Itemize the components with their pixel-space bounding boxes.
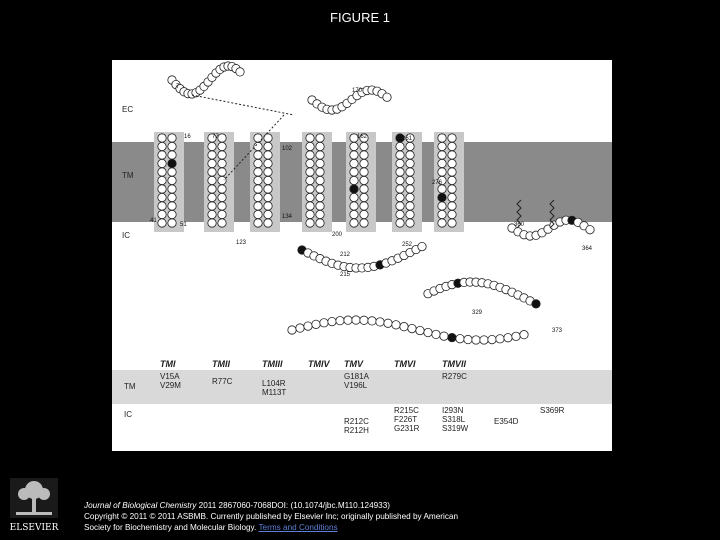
residue-bead xyxy=(448,219,456,227)
residue-bead xyxy=(438,159,446,167)
residue-bead xyxy=(168,159,176,167)
residue-bead xyxy=(418,242,426,250)
residue-bead xyxy=(158,168,166,176)
cell-tm-3: L104R M113T xyxy=(262,379,287,397)
residue-bead xyxy=(350,168,358,176)
residue-bead xyxy=(168,210,176,218)
residue-bead xyxy=(218,168,226,176)
residue-bead xyxy=(304,322,312,330)
residue-bead xyxy=(396,151,404,159)
residue-bead xyxy=(520,330,528,338)
residue-bead xyxy=(208,210,216,218)
residue-bead xyxy=(158,210,166,218)
residue-bead xyxy=(296,324,304,332)
residue-bead xyxy=(218,210,226,218)
residue-bead xyxy=(396,176,404,184)
residue-bead xyxy=(208,193,216,201)
residue-bead xyxy=(168,176,176,184)
residue-bead xyxy=(448,159,456,167)
residue-bead xyxy=(336,316,344,324)
residue-bead xyxy=(350,210,358,218)
residue-bead xyxy=(360,151,368,159)
header-tmiii: TMIII xyxy=(262,359,283,369)
table-row-tm xyxy=(112,370,612,404)
residue-number: 16 xyxy=(184,134,191,140)
residue-bead xyxy=(438,168,446,176)
residue-bead xyxy=(350,193,358,201)
cell-ic-6: R215C F226T G231R xyxy=(394,406,420,433)
cell-tm-1: V15A V29M xyxy=(160,372,181,390)
residue-bead xyxy=(264,202,272,210)
residue-bead xyxy=(383,93,391,101)
residue-bead xyxy=(316,176,324,184)
residue-bead xyxy=(168,193,176,201)
residue-bead xyxy=(396,159,404,167)
residue-bead xyxy=(254,151,262,159)
region-label-ic: IC xyxy=(122,231,130,240)
residue-number: 212 xyxy=(340,252,351,258)
residue-bead xyxy=(448,210,456,218)
residue-number: 276 xyxy=(432,180,443,186)
header-tmv: TMV xyxy=(344,359,363,369)
residue-bead xyxy=(208,176,216,184)
residue-bead xyxy=(306,202,314,210)
residue-bead xyxy=(360,168,368,176)
residue-bead xyxy=(448,151,456,159)
journal-name: Journal of Biological Chemistry xyxy=(84,501,197,510)
residue-number: 170 xyxy=(352,88,363,94)
residue-bead xyxy=(406,159,414,167)
residue-bead xyxy=(438,185,446,193)
residue-bead xyxy=(438,219,446,227)
residue-bead xyxy=(350,202,358,210)
residue-bead xyxy=(352,316,360,324)
residue-bead xyxy=(158,134,166,142)
residue-bead xyxy=(448,176,456,184)
elsevier-logo xyxy=(4,476,64,536)
residue-bead xyxy=(406,176,414,184)
residue-bead xyxy=(360,159,368,167)
cell-tm-5: G181A V196L xyxy=(344,372,369,390)
residue-bead xyxy=(396,202,404,210)
residue-number: 77 xyxy=(212,134,219,140)
residue-bead xyxy=(384,319,392,327)
residue-bead xyxy=(448,185,456,193)
residue-bead xyxy=(438,142,446,150)
residue-bead xyxy=(158,202,166,210)
residue-bead xyxy=(288,326,296,334)
residue-bead xyxy=(208,202,216,210)
table-row-ic xyxy=(112,404,612,451)
residue-bead xyxy=(350,219,358,227)
residue-bead xyxy=(496,335,504,343)
residue-bead xyxy=(316,134,324,142)
citation-details: 2011 2867060-7068DOI: (10.1074/jbc.M110.124933) xyxy=(196,501,391,510)
residue-bead xyxy=(264,168,272,176)
topology-diagram xyxy=(112,60,612,356)
residue-bead xyxy=(416,326,424,334)
residue-bead xyxy=(254,159,262,167)
residue-bead xyxy=(448,134,456,142)
residue-bead xyxy=(316,219,324,227)
row-label-tm: TM xyxy=(124,382,136,391)
residue-bead xyxy=(218,193,226,201)
figure-title: FIGURE 1 xyxy=(330,10,390,25)
residue-number: 134 xyxy=(282,214,293,220)
residue-bead xyxy=(306,151,314,159)
header-tmii: TMII xyxy=(212,359,230,369)
residue-bead xyxy=(406,210,414,218)
residue-bead xyxy=(400,322,408,330)
residue-bead xyxy=(306,176,314,184)
residue-bead xyxy=(488,335,496,343)
residue-bead xyxy=(208,168,216,176)
residue-number: 373 xyxy=(552,328,563,334)
residue-bead xyxy=(306,168,314,176)
residue-bead xyxy=(168,219,176,227)
residue-bead xyxy=(350,142,358,150)
residue-bead xyxy=(396,185,404,193)
residue-bead xyxy=(208,219,216,227)
table-header xyxy=(112,358,612,370)
residue-bead xyxy=(254,202,262,210)
society-line: Society for Biochemistry and Molecular Biology. xyxy=(84,523,257,532)
residue-bead xyxy=(168,142,176,150)
copyright-line: Copyright © 2011 © 2011 ASBMB. Currently published by Elsevier Inc; originally published by American xyxy=(84,512,459,521)
region-label-ec: EC xyxy=(122,105,134,114)
residue-bead xyxy=(406,142,414,150)
residue-bead xyxy=(306,134,314,142)
residue-bead xyxy=(504,334,512,342)
residue-bead xyxy=(396,142,404,150)
residue-bead xyxy=(432,330,440,338)
residue-bead xyxy=(218,202,226,210)
residue-bead xyxy=(168,168,176,176)
residue-bead xyxy=(158,219,166,227)
residue-bead xyxy=(168,185,176,193)
cell-ic-5: R212C R212H xyxy=(344,417,369,435)
residue-bead xyxy=(264,142,272,150)
residue-bead xyxy=(158,159,166,167)
residue-bead xyxy=(316,151,324,159)
residue-bead xyxy=(586,226,594,234)
residue-bead xyxy=(264,210,272,218)
residue-bead xyxy=(448,333,456,341)
residue-bead xyxy=(254,185,262,193)
cell-tm-2: R77C xyxy=(212,377,233,386)
residue-number: 41 xyxy=(150,218,157,224)
residue-bead xyxy=(360,202,368,210)
residue-bead xyxy=(254,219,262,227)
residue-bead xyxy=(316,210,324,218)
cell-ic-9: S369R xyxy=(540,406,565,415)
residue-bead xyxy=(376,318,384,326)
residue-number: 215 xyxy=(340,272,351,278)
residue-bead xyxy=(406,168,414,176)
residue-bead xyxy=(406,219,414,227)
residue-bead xyxy=(360,219,368,227)
residue-bead xyxy=(316,159,324,167)
residue-bead xyxy=(218,142,226,150)
residue-bead xyxy=(158,142,166,150)
residue-bead xyxy=(208,142,216,150)
residue-bead xyxy=(320,319,328,327)
residue-bead xyxy=(360,185,368,193)
mutation-table xyxy=(112,358,612,451)
citation xyxy=(84,500,714,533)
residue-bead xyxy=(480,336,488,344)
residue-bead xyxy=(392,321,400,329)
header-tmvii: TMVII xyxy=(442,359,466,369)
residue-bead xyxy=(264,159,272,167)
residue-bead xyxy=(316,168,324,176)
residue-bead xyxy=(306,185,314,193)
residue-bead xyxy=(306,159,314,167)
cell-ic-7: I293N S318L S319W xyxy=(442,406,469,433)
residue-bead xyxy=(396,193,404,201)
residue-bead xyxy=(456,335,464,343)
residue-bead xyxy=(254,168,262,176)
residue-bead xyxy=(438,134,446,142)
row-label-ic: IC xyxy=(124,410,132,419)
residue-bead xyxy=(158,151,166,159)
residue-bead xyxy=(438,193,446,201)
residue-bead xyxy=(438,210,446,218)
residue-bead xyxy=(168,151,176,159)
residue-bead xyxy=(406,151,414,159)
residue-bead xyxy=(218,159,226,167)
residue-bead xyxy=(360,142,368,150)
residue-bead xyxy=(406,185,414,193)
residue-bead xyxy=(264,219,272,227)
residue-bead xyxy=(264,193,272,201)
residue-number: 51 xyxy=(180,222,187,228)
residue-bead xyxy=(448,193,456,201)
residue-bead xyxy=(316,185,324,193)
residue-bead xyxy=(208,151,216,159)
residue-bead xyxy=(306,219,314,227)
residue-bead xyxy=(440,332,448,340)
residue-bead xyxy=(306,210,314,218)
residue-bead xyxy=(350,176,358,184)
residue-number: 200 xyxy=(332,232,343,238)
residue-bead xyxy=(350,185,358,193)
residue-bead xyxy=(208,159,216,167)
residue-bead xyxy=(264,176,272,184)
residue-number: 7 xyxy=(176,84,180,90)
residue-bead xyxy=(208,185,216,193)
residue-number: 329 xyxy=(472,310,483,316)
svg-text:ELSEVIER: ELSEVIER xyxy=(9,523,59,533)
residue-bead xyxy=(532,300,540,308)
residue-bead xyxy=(360,176,368,184)
residue-bead xyxy=(408,324,416,332)
residue-bead xyxy=(264,134,272,142)
residue-bead xyxy=(218,176,226,184)
residue-bead xyxy=(158,176,166,184)
residue-bead xyxy=(350,159,358,167)
header-tmvi: TMVI xyxy=(394,359,416,369)
residue-bead xyxy=(312,320,320,328)
residue-number: 102 xyxy=(282,146,293,152)
residue-bead xyxy=(438,151,446,159)
residue-bead xyxy=(360,316,368,324)
residue-bead xyxy=(158,185,166,193)
residue-bead xyxy=(368,317,376,325)
residue-bead xyxy=(438,202,446,210)
residue-bead xyxy=(218,185,226,193)
residue-bead xyxy=(406,202,414,210)
residue-bead xyxy=(168,134,176,142)
residue-bead xyxy=(168,202,176,210)
residue-bead xyxy=(316,142,324,150)
residue-bead xyxy=(406,193,414,201)
residue-bead xyxy=(306,142,314,150)
residue-bead xyxy=(448,202,456,210)
residue-number: 261 xyxy=(402,136,413,142)
residue-number: 364 xyxy=(582,246,593,252)
residue-bead xyxy=(360,193,368,201)
residue-bead xyxy=(448,168,456,176)
header-tmi: TMI xyxy=(160,359,176,369)
residue-bead xyxy=(316,202,324,210)
residue-bead xyxy=(464,335,472,343)
residue-bead xyxy=(254,176,262,184)
residue-bead xyxy=(254,210,262,218)
terms-link[interactable]: Terms and Conditions xyxy=(258,523,338,532)
figure-panel xyxy=(112,60,612,451)
residue-bead xyxy=(306,193,314,201)
residue-bead xyxy=(264,151,272,159)
residue-bead xyxy=(254,134,262,142)
region-label-tm: TM xyxy=(122,171,134,180)
residue-bead xyxy=(396,168,404,176)
residue-bead xyxy=(472,336,480,344)
header-tmiv: TMIV xyxy=(308,359,330,369)
residue-bead xyxy=(316,193,324,201)
residue-bead xyxy=(344,316,352,324)
residue-bead xyxy=(254,193,262,201)
residue-bead xyxy=(328,317,336,325)
residue-bead xyxy=(448,142,456,150)
residue-number: 360 xyxy=(514,222,525,228)
residue-bead xyxy=(360,210,368,218)
residue-number: 162 xyxy=(357,134,368,140)
residue-bead xyxy=(350,151,358,159)
residue-bead xyxy=(396,210,404,218)
residue-bead xyxy=(218,134,226,142)
residue-bead xyxy=(424,328,432,336)
residue-number: 252 xyxy=(402,242,413,248)
residue-bead xyxy=(396,219,404,227)
residue-bead xyxy=(264,185,272,193)
residue-number: 123 xyxy=(236,240,247,246)
cell-ic-8: E354D xyxy=(494,417,519,426)
residue-bead xyxy=(512,332,520,340)
residue-bead xyxy=(254,142,262,150)
residue-bead xyxy=(218,151,226,159)
cell-tm-7: R279C xyxy=(442,372,467,381)
residue-bead xyxy=(158,193,166,201)
residue-bead xyxy=(218,219,226,227)
residue-bead xyxy=(236,68,244,76)
